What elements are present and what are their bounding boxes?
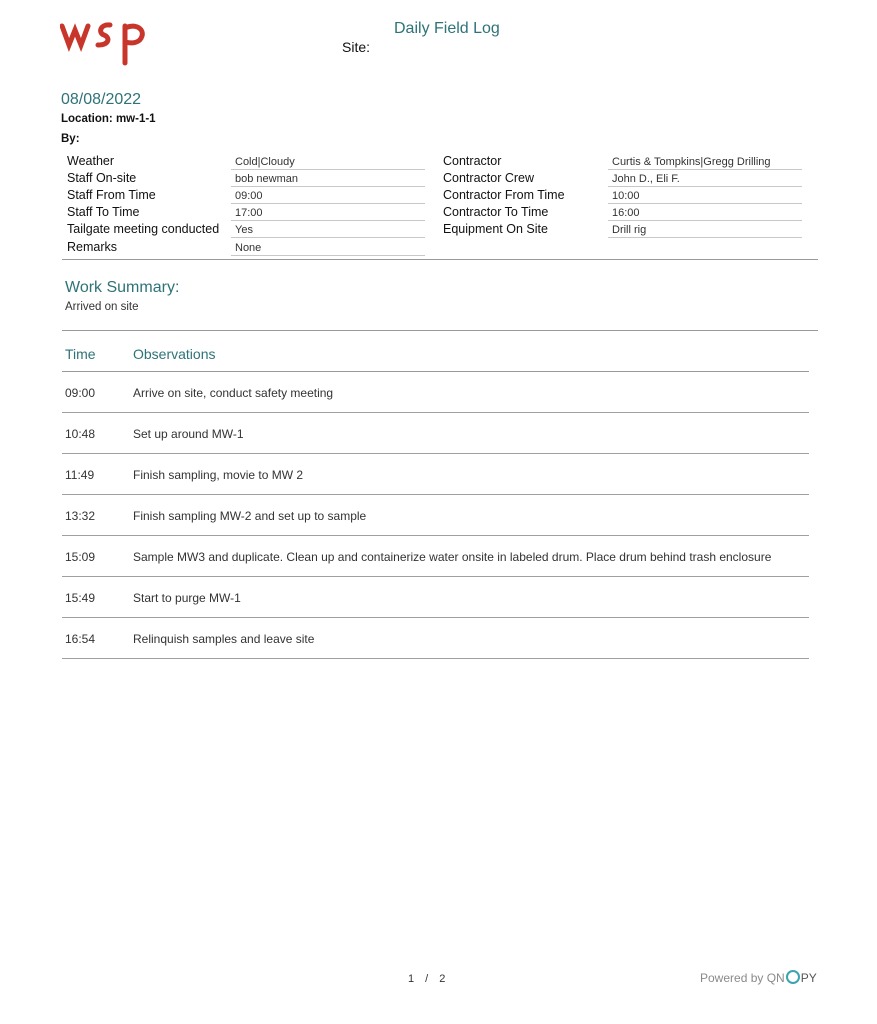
field-value-staff-to: 17:00: [231, 206, 425, 221]
field-value-staff-onsite: bob newman: [231, 172, 425, 187]
row-observation: Arrive on site, conduct safety meeting: [133, 386, 334, 400]
work-summary-title: Work Summary:: [65, 279, 180, 296]
row-time: 09:00: [65, 386, 96, 400]
document-title: Daily Field Log: [394, 20, 500, 37]
section-divider: [62, 330, 818, 331]
row-observation: Finish sampling, movie to MW 2: [133, 468, 304, 482]
field-value-equipment: Drill rig: [608, 223, 802, 238]
wsp-logo: [60, 18, 152, 68]
powered-by-prefix: Powered by QN: [700, 971, 785, 985]
work-summary-text: Arrived on site: [65, 301, 139, 313]
field-value-weather: Cold|Cloudy: [231, 155, 425, 170]
field-label-staff-from: Staff From Time: [67, 188, 156, 202]
field-value-tailgate: Yes: [231, 223, 425, 238]
field-value-contractor-from: 10:00: [608, 189, 802, 204]
column-header-time: Time: [65, 346, 96, 362]
field-value-contractor-crew: John D., Eli F.: [608, 172, 802, 187]
wsp-logo-mark: [60, 18, 152, 68]
field-label-remarks: Remarks: [67, 240, 118, 254]
row-observation: Start to purge MW-1: [133, 591, 241, 605]
field-value-contractor: Curtis & Tompkins|Gregg Drilling: [608, 155, 802, 170]
field-label-tailgate: Tailgate meeting conducted: [67, 222, 220, 236]
log-date: 08/08/2022: [61, 91, 142, 108]
field-label-staff-onsite: Staff On-site: [67, 171, 137, 185]
table-row: [62, 577, 809, 618]
row-time: 16:54: [65, 632, 96, 646]
field-value-contractor-to: 16:00: [608, 206, 802, 221]
field-value-remarks: None: [231, 241, 425, 256]
row-time: 10:48: [65, 427, 96, 441]
powered-by-suffix: PY: [800, 971, 817, 985]
row-time: 11:49: [65, 468, 95, 482]
row-observation: Relinquish samples and leave site: [133, 632, 315, 646]
qnopy-ring-icon: [786, 970, 800, 984]
row-observation: Set up around MW-1: [133, 427, 244, 441]
table-row: [62, 495, 809, 536]
field-label-weather: Weather: [67, 154, 115, 168]
row-time: 13:32: [65, 509, 96, 523]
field-label-contractor: Contractor: [443, 154, 502, 168]
by-label: By:: [61, 133, 80, 145]
field-label-staff-to: Staff To Time: [67, 205, 140, 219]
page-indicator: 1 / 2: [408, 973, 446, 985]
row-observation: Sample MW3 and duplicate. Clean up and containerize water onsite in labeled drum. Place drum behind trash enclosure: [133, 550, 772, 564]
table-row: [62, 454, 809, 495]
column-header-observations: Observations: [133, 346, 216, 362]
field-label-equipment: Equipment On Site: [443, 222, 548, 236]
field-label-contractor-to: Contractor To Time: [443, 205, 549, 219]
table-row: [62, 413, 809, 454]
table-row: [62, 372, 809, 413]
field-label-contractor-crew: Contractor Crew: [443, 171, 534, 185]
row-observation: Finish sampling MW-2 and set up to sample: [133, 509, 367, 523]
table-row: [62, 618, 809, 659]
row-time: 15:49: [65, 591, 96, 605]
table-row: [62, 536, 809, 577]
site-label: Site:: [342, 39, 371, 55]
powered-by: [700, 970, 817, 985]
section-divider: [62, 259, 818, 260]
location-label: Location: mw-1-1: [61, 113, 156, 125]
field-label-contractor-from: Contractor From Time: [443, 188, 565, 202]
row-time: 15:09: [65, 550, 96, 564]
field-value-staff-from: 09:00: [231, 189, 425, 204]
